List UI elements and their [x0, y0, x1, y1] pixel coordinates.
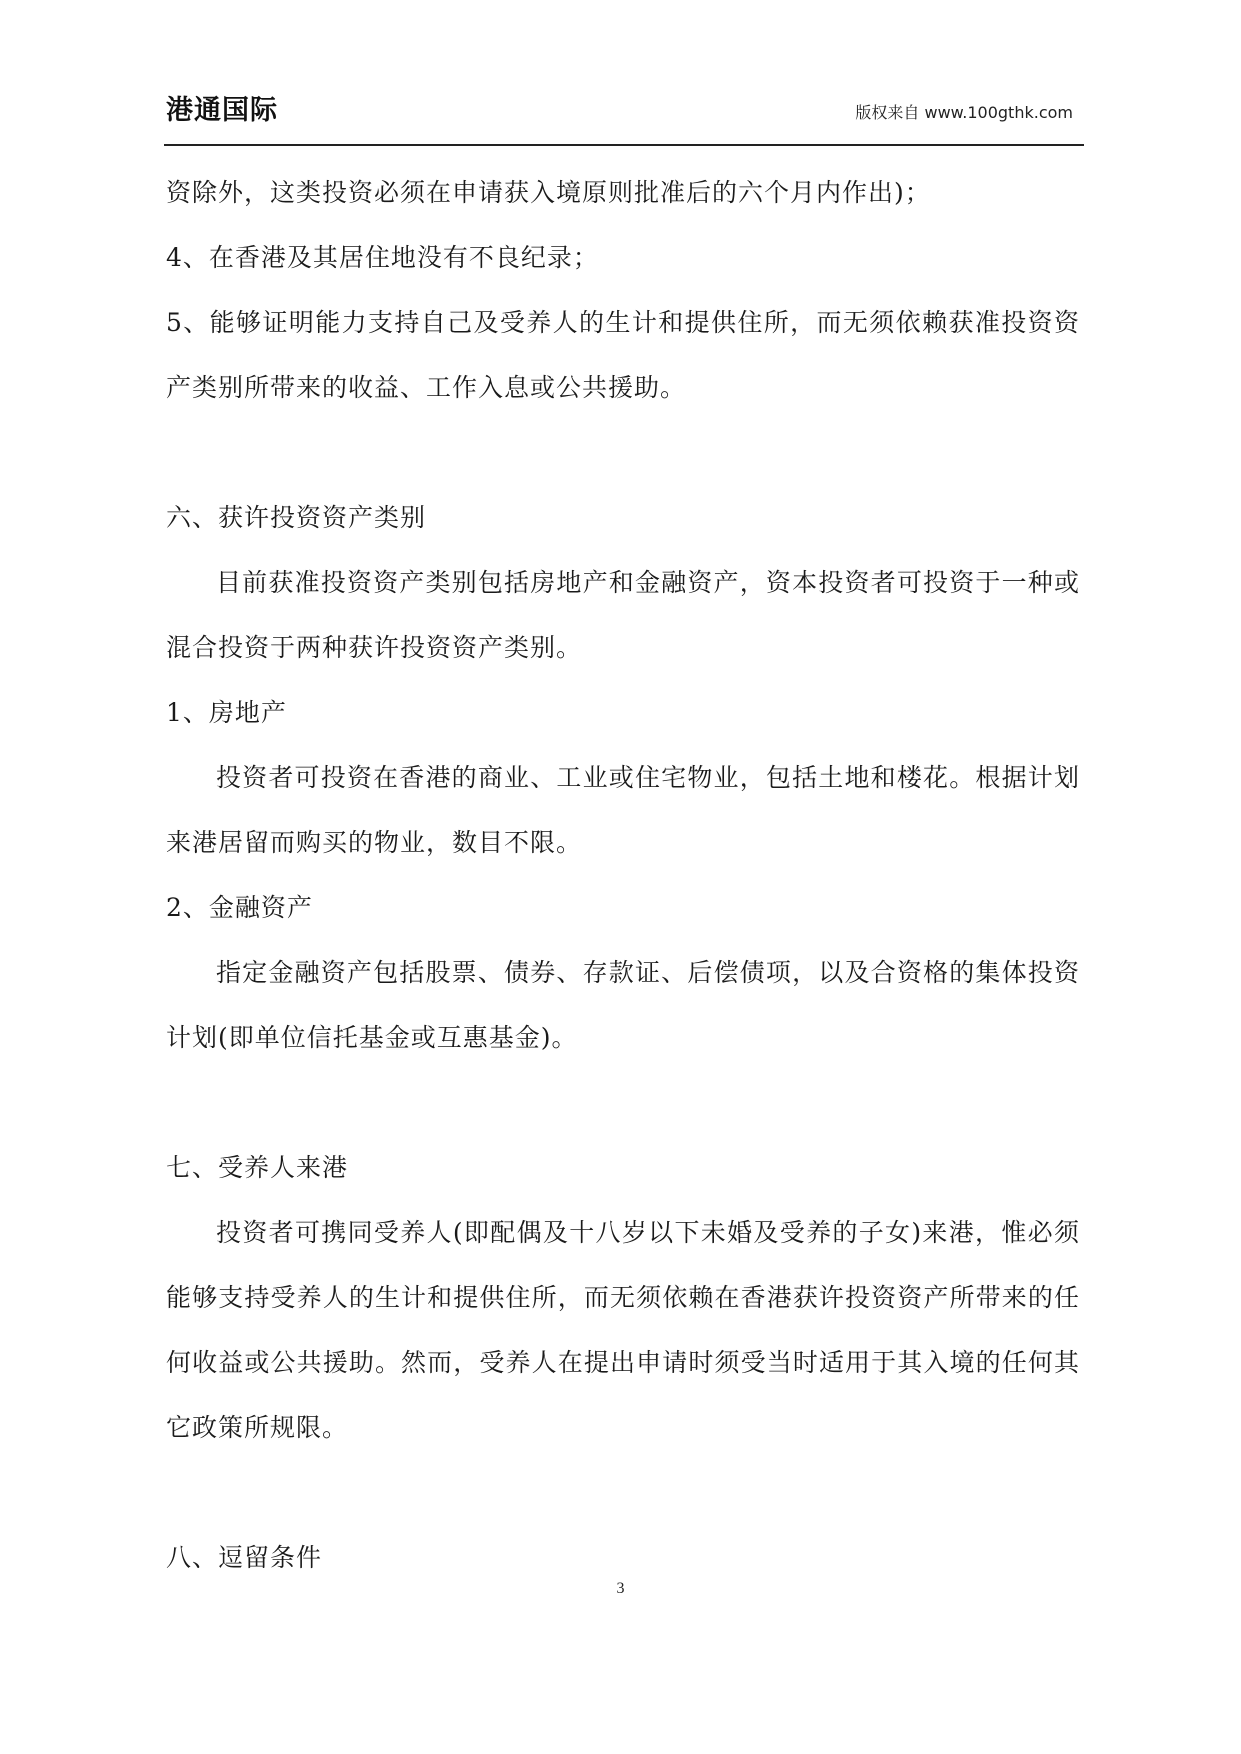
header-brand: 港通国际: [166, 95, 278, 126]
spacer: [166, 1070, 1080, 1135]
spacer: [166, 1460, 1080, 1525]
section-8-heading: 八、逗留条件: [166, 1543, 323, 1572]
section-6-heading: 六、获许投资资产类别: [166, 503, 427, 532]
list-item-4: 4、在香港及其居住地没有不良纪录；: [166, 243, 599, 272]
subsection-financial-assets-body: 指定金融资产包括股票、债券、存款证、后偿债项，以及合资格的集体投资计划(即单位信托基金或互惠基金)。: [166, 958, 1080, 1052]
section-7-body: 投资者可携同受养人(即配偶及十八岁以下未婚及受养的子女)来港，惟必须能够支持受养人的生计和提供住所，而无须依赖在香港获许投资资产所带来的任何收益或公共援助。然而，受养人在提出申请时须受当时适用于其入境的任何其它政策所规限。: [166, 1218, 1080, 1442]
section-7-heading: 七、受养人来港: [166, 1153, 349, 1182]
spacer: [166, 420, 1080, 485]
page-number: 3: [616, 1580, 625, 1597]
subsection-real-estate-body: 投资者可投资在香港的商业、工业或住宅物业，包括土地和楼花。根据计划来港居留而购买的物业，数目不限。: [166, 763, 1080, 857]
header-divider: [164, 144, 1084, 146]
subsection-financial-assets-heading: 2、金融资产: [166, 893, 313, 922]
list-item-5: 5、能够证明能力支持自己及受养人的生计和提供住所，而无须依赖获准投资资产类别所带来的收益、工作入息或公共援助。: [166, 308, 1080, 402]
section-6-intro: 目前获准投资资产类别包括房地产和金融资产，资本投资者可投资于一种或混合投资于两种获许投资资产类别。: [166, 568, 1080, 662]
paragraph-continuation: 资除外，这类投资必须在申请获入境原则批准后的六个月内作出)；: [166, 178, 931, 207]
document-body: [166, 160, 1080, 1590]
subsection-real-estate-heading: 1、房地产: [166, 698, 287, 727]
header-copyright: 版权来自 www.100gthk.com: [855, 103, 1073, 122]
